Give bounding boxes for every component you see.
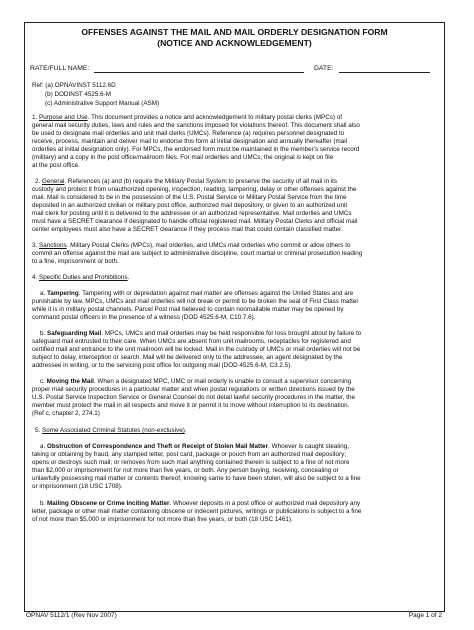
paragraph-line: proper mail security procedures in a particular matter and when postal regulations or written directions issued by the — [32, 386, 355, 393]
subsection-safeguarding-first-line: b. Safeguarding Mail. MPCs, UMCs and mail orderlies may be held responsible for loss brought about by failure to — [40, 330, 362, 337]
reference-a: Ref: (a) OPNAVINST 5112.6D — [32, 82, 116, 89]
section-duties-heading-line: 4. Specific Duties and Prohibitions. — [32, 274, 130, 281]
paragraph-line: member must protect the mail in all respects and move it or permit it to move without interruption to its destination. — [32, 402, 350, 409]
paragraph-line: (military) and a copy in the post office/mailroom files. For mail orderlies and UMCs, the original is kept on file — [32, 154, 334, 161]
paragraph-line: must have a SECRET clearance if designated to handle official registered mail. Military Postal Clerks and official mail — [32, 218, 358, 225]
section-general-heading: General — [42, 178, 65, 185]
paragraph-line: opens or destroys such mail; or removes from such mail anything contained therein is subject to a fine of not more — [32, 459, 350, 466]
paragraph-line: unlawfully possessing mail matter or contents thereof, knowing same to have been stolen, will also be subject to a fine — [32, 475, 361, 482]
paragraph-line: to a fine, imprisonment or both. — [32, 258, 119, 265]
section-sanctions-heading: Sanctions — [39, 242, 67, 249]
form-subtitle: (NOTICE AND ACKNOWLEDGEMENT) — [157, 38, 312, 48]
subsection-obscene-heading: Mailing Obscene or Crime Inciting Matter — [47, 500, 170, 507]
paragraph-line: letter, package or other mail matter containing obscene or indecent pictures, writings or publications is subject to a fine — [32, 508, 362, 515]
paragraph-line: subject to delay, interception or search. Mail will be delivered only to the addressee, an agent designated by the — [32, 354, 343, 361]
paragraph-line: mail. Mail is considered to be in the possession of the U.S. Postal Service or Military Postal Service from the time — [32, 194, 347, 201]
subsection-moving-mail-heading: Moving the Mail — [46, 378, 94, 385]
subsection-tampering-first-line: a. Tampering. Tampering with or depredation against mail matter are offenses against the United States and are — [40, 290, 354, 297]
section-purpose-first-line: 1. Purpose and Use. This document provides a notice and acknowledgement to military postal clerks (MPCs) of — [32, 114, 343, 121]
paragraph-line: custody and protect it from unauthorized opening, inspection, reading, tampering, delay or other offenses against the — [32, 186, 357, 193]
paragraph-line: center employees must also have a SECRET clearance if they process mail that could contain classified matter. — [32, 226, 343, 233]
paragraph-line: be used to designate mail orderlies and unit mail clerks (UMCs). Reference (a) requires personnel designated to — [32, 130, 345, 137]
paragraph-line: or imprisonment (18 USC 1708). — [32, 483, 123, 490]
section-sanctions-first-line: 3. Sanctions. Military Postal Clerks (MPCs), mail orderlies, and UMCs mail orderlies who commit or allow others to — [32, 242, 351, 249]
section-duties-heading: Specific Duties and Prohibitions — [39, 274, 128, 281]
form-title: OFFENSES AGAINST THE MAIL AND MAIL ORDERLY DESIGNATION FORM — [81, 27, 388, 37]
paragraph-line: while it is in military postal channels. Parcel Post mail believed to contain nonmailable matter may be opened by — [32, 306, 344, 313]
paragraph-line: certified mail and entrance to the unit mailroom will be locked. Mail in the custody of UMCs or mail orderlies will not be — [32, 346, 361, 353]
paragraph-line: than $2,000 or imprisonment for not more than five years, or both. Any person buying, receiving, concealing or — [32, 467, 339, 474]
subsection-tampering-heading: Tampering — [47, 290, 79, 297]
subsection-obstruction-heading: Obstruction of Correspondence and Theft or Receipt of Stolen Mail Matter — [47, 443, 269, 450]
subsection-moving-mail-first-line: c. Moving the Mail. When a designated MPC, UMC or mail orderly is unable to consult a supervisor concerning — [40, 378, 352, 385]
paragraph-line: general mail security duties, laws and rules and the sanctions imposed for violations thereof. This document shall also — [32, 122, 360, 129]
section-general-first-line: 2. General. References (a) and (b) require the Military Postal System to preserve the security of all mail in its — [35, 178, 338, 185]
paragraph-line: safeguard mail entrusted to their care. When UMCs are absent from unit mailrooms, receptacles for registered and — [32, 338, 351, 345]
paragraph-line: deposited in an authorized civilian or military post office, authorized mail depository, or given to an authorized unit — [32, 202, 348, 209]
paragraph-line: receive, process, maintain and deliver mail to endorse this form at initial designation and annually thereafter (mail — [32, 138, 348, 145]
paragraph-line: orderlies at initial designation only). For MPCs, the endorsed form must be maintained in the member's service record — [32, 146, 360, 153]
date-label: DATE: — [314, 65, 334, 72]
subsection-obstruction-first-line: a. Obstruction of Correspondence and Theft or Receipt of Stolen Mail Matter. Whoever is caught stealing, — [40, 443, 349, 450]
paragraph-line: U.S. Postal Service Inspection Service or General Counsel do not detail lawful security procedures in the matter, the — [32, 394, 356, 401]
subsection-safeguarding-heading: Safeguarding Mail — [47, 330, 102, 337]
paragraph-line: addressee in writing, or to the servicing post office for outgoing mail (DOD 4525.6-M, C3.2.5). — [32, 362, 292, 369]
paragraph-line: commit an offense against the mail are subject to administrative discipline, court martial or criminal prosecution leading — [32, 250, 363, 257]
paragraph-line: of not more than $5,000 or imprisonment for not more than five years, or both (18 USC 1461). — [32, 516, 293, 523]
page-number: Page 1 of 2 — [408, 612, 442, 619]
section-statutes-heading: Some Associated Criminal Statutes (non-exclusive) — [42, 427, 185, 434]
rate-name-field[interactable] — [94, 72, 304, 73]
reference-c: (c) Administrative Support Manual (ASM) — [45, 100, 160, 107]
paragraph-line: at the post office. — [32, 162, 80, 169]
section-statutes-heading-line: 5. Some Associated Criminal Statutes (non-exclusive). — [35, 427, 187, 434]
date-field[interactable] — [339, 72, 430, 73]
paragraph-line: (Ref c, chapter 2, 274.1) — [32, 410, 100, 417]
form-number: OPNAV 5112/1 (Rev Nov 2007) — [26, 612, 117, 619]
reference-b: (b) DODINST 4525.6-M — [45, 91, 112, 98]
rate-name-label: RATE/FULL NAME: — [30, 65, 90, 72]
section-purpose-heading: Purpose and Use — [39, 114, 88, 121]
paragraph-line: punishable by law. MPCs, UMCs and mail orderlies will not break or permit to be broken the seal of First Class matter — [32, 298, 359, 305]
paragraph-line: mail clerk for posting until it is delivered to the addressee or an authorized representative. Mail orderlies and UMCs — [32, 210, 352, 217]
subsection-obscene-first-line: b. Mailing Obscene or Crime Inciting Matter. Whoever deposits in a post office or authorized mail depository any — [40, 500, 361, 507]
paragraph-line: taking or obtaining by fraud, any stamped letter, post card, package or pouch from an authorized mail depository; — [32, 451, 346, 458]
paragraph-line: command postal officers in the presence of a witness (DOD 4525.6-M, C10.7.6). — [32, 314, 256, 321]
